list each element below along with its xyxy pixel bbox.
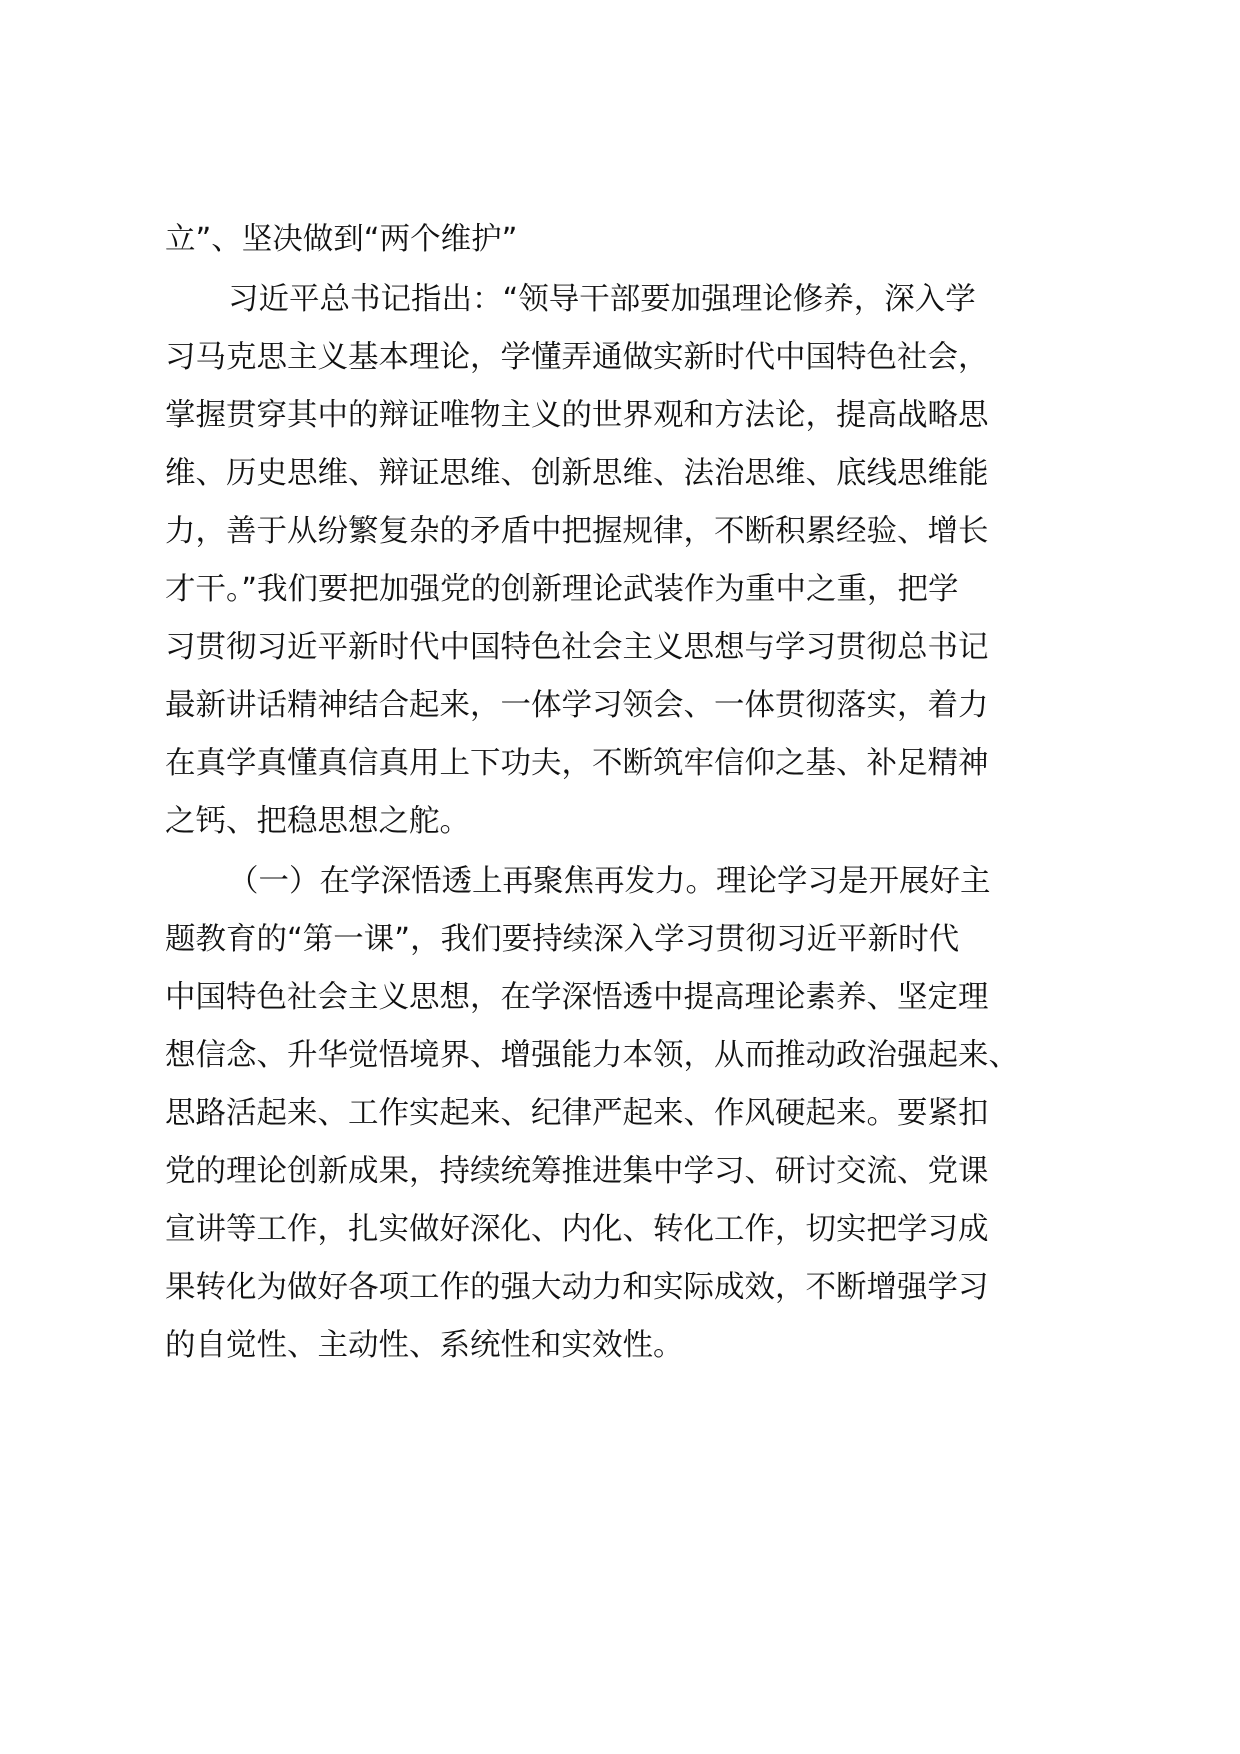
text-line: 思路活起来、工作实起来、纪律严起来、作风硬起来。要紧扣 xyxy=(165,1096,989,1131)
text-line: 在真学真懂真信真用上下功夫，不断筑牢信仰之基、补足精神 xyxy=(165,746,989,781)
text-line: 党的理论创新成果，持续统筹推进集中学习、研讨交流、党课 xyxy=(165,1154,989,1189)
text-line: 最新讲话精神结合起来，一体学习领会、一体贯彻落实，着力 xyxy=(165,688,989,723)
text-line: 掌握贯穿其中的辩证唯物主义的世界观和方法论，提高战略思 xyxy=(165,398,989,433)
text-line: 力，善于从纷繁复杂的矛盾中把握规律，不断积累经验、增长 xyxy=(165,514,989,549)
text-line: 的自觉性、主动性、系统性和实效性。 xyxy=(165,1328,684,1363)
text-line: 想信念、升华觉悟境界、增强能力本领，从而推动政治强起来、 xyxy=(165,1038,1019,1073)
paragraph-first-line: 习近平总书记指出：“领导干部要加强理论修养，深入学 xyxy=(228,282,976,317)
text-line: 之钙、把稳思想之舵。 xyxy=(165,804,470,839)
text-line: 中国特色社会主义思想，在学深悟透中提高理论素养、坚定理 xyxy=(165,980,989,1015)
text-line: 才干。”我们要把加强党的创新理论武装作为重中之重，把学 xyxy=(165,572,959,607)
text-line: 立”、坚决做到“两个维护” xyxy=(165,222,518,257)
text-line: 习马克思主义基本理论，学懂弄通做实新时代中国特色社会， xyxy=(165,340,989,375)
text-line: 宣讲等工作，扎实做好深化、内化、转化工作，切实把学习成 xyxy=(165,1212,989,1247)
text-line: 果转化为做好各项工作的强大动力和实际成效，不断增强学习 xyxy=(165,1270,989,1305)
text-line: 维、历史思维、辩证思维、创新思维、法治思维、底线思维能 xyxy=(165,456,989,491)
text-line: 题教育的“第一课”，我们要持续深入学习贯彻习近平新时代 xyxy=(165,922,960,957)
section-heading-line: （一）在学深悟透上再聚焦再发力。理论学习是开展好主 xyxy=(228,864,991,899)
text-line: 习贯彻习近平新时代中国特色社会主义思想与学习贯彻总书记 xyxy=(165,630,989,665)
